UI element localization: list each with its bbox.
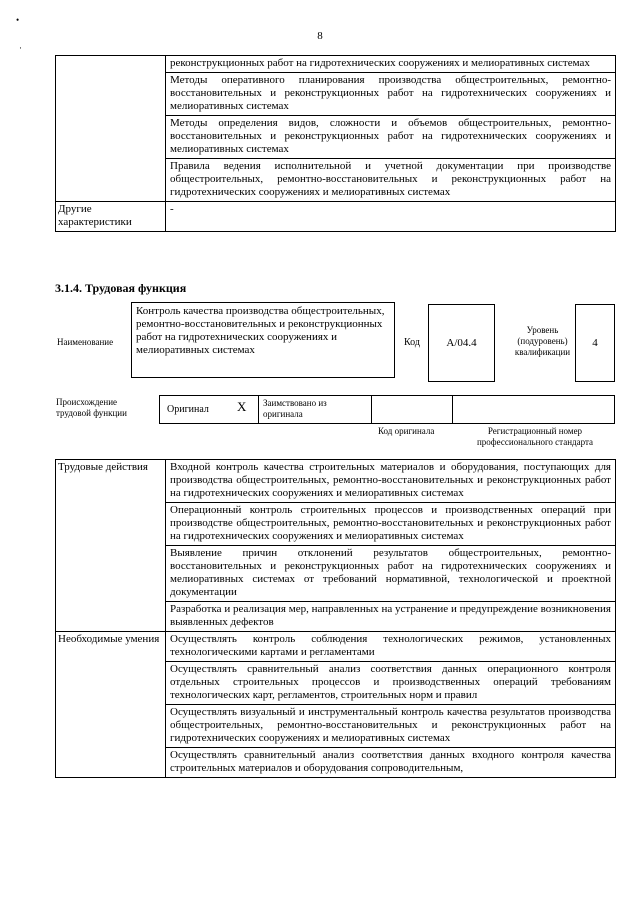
row-text: Выявление причин отклонений результатов общестроительных, ремонтно-восстановительных и реконструкционных работ на гидротехнических сооружениях и мелиоративных системах от требований нормативной, технологической и проектной документации: [166, 546, 616, 602]
original-label: Оригинал: [167, 404, 209, 415]
name-label: Наименование: [57, 337, 114, 347]
row-text: Входной контроль качества строительных материалов и оборудования, поступающих для производства общестроительных, ремонтно-восстановительных и реконструкционных работ на гидротехнических сооружениях и мелиоративных системах: [166, 460, 616, 503]
code-box: [428, 304, 495, 382]
row-text: реконструкционных работ на гидротехнических сооружениях и мелиоративных системах: [166, 56, 616, 73]
table-row: [56, 460, 616, 503]
row-text: Осуществлять сравнительный анализ соответствия данных входного контроля качества строительных материалов и оборудования сопроводительным,: [166, 748, 616, 778]
scan-mark: ·: [19, 43, 22, 53]
level-label: Уровень (подуровень) квалификации: [514, 325, 571, 357]
row-text: Методы оперативного планирования производства общестроительных, ремонтно-восстановительных и реконструкционных работ на гидротехнических сооружениях и мелиоративных системах: [166, 73, 616, 116]
row-text: Операционный контроль строительных процессов и производственных операций при производстве общестроительных, ремонтно-восстановительных и реконструкционных работ на гидротехнических сооружениях и мелиоративных системах: [166, 503, 616, 546]
registration-cell: [452, 395, 615, 424]
row-text: Осуществлять контроль соблюдения технологических режимов, установленных технологическими картами и регламентами: [166, 632, 616, 662]
table-row: [56, 56, 616, 73]
scan-mark: •: [16, 15, 20, 25]
row-label: [56, 56, 166, 202]
row-text: Правила ведения исполнительной и учетной документации при производстве общестроительных, ремонтно-восстановительных и реконструкционных работ на гидротехнических сооружениях и мелиоративных системах: [166, 159, 616, 202]
knowledge-table: [55, 55, 616, 232]
row-text: -: [166, 202, 616, 232]
code-value: А/04.4: [446, 337, 477, 349]
origin-code-cell: [371, 395, 453, 424]
row-label: Необходимые умения: [56, 632, 166, 778]
code-label: Код: [404, 337, 420, 348]
row-label: Трудовые действия: [56, 460, 166, 632]
origin-label: Происхождение трудовой функции: [56, 397, 127, 418]
borrowed-label: Заимствовано из оригинала: [263, 398, 327, 419]
function-name: Контроль качества производства общестроительных, ремонтно-восстановительных и реконструкционных работ на гидротехнических сооружениях и мелиоративных системах: [136, 305, 385, 356]
original-mark: X: [237, 399, 247, 414]
page-number: 8: [317, 30, 323, 42]
table-row: [56, 202, 616, 232]
table-row: [56, 632, 616, 662]
registration-caption: Регистрационный номер профессионального стандарта: [476, 426, 594, 447]
level-box: [575, 304, 615, 382]
function-name-box: [131, 302, 395, 378]
labor-function-table: [55, 459, 616, 778]
row-text: Осуществлять визуальный и инструментальный контроль качества результатов производства общестроительных, ремонтно-восстановительных и реконструкционных работ на гидротехнических сооружениях и мелиоративных системах: [166, 705, 616, 748]
row-text: Методы определения видов, сложности и объемов общестроительных, ремонтно-восстановительных и реконструкционных работ на гидротехнических сооружениях и мелиоративных системах: [166, 116, 616, 159]
row-text: Разработка и реализация мер, направленных на устранение и предупреждение возникновения выявленных дефектов: [166, 602, 616, 632]
row-text: Осуществлять сравнительный анализ соответствия данных операционного контроля отдельных строительных процессов и производственных операций требованиям технологических карт, регламентов, строительных норм и правил: [166, 662, 616, 705]
original-code-caption: Код оригинала: [378, 426, 435, 436]
section-heading: 3.1.4. Трудовая функция: [55, 281, 187, 295]
origin-row: [159, 395, 615, 424]
level-value: 4: [592, 337, 598, 349]
row-label: Другие характеристики: [56, 202, 166, 232]
